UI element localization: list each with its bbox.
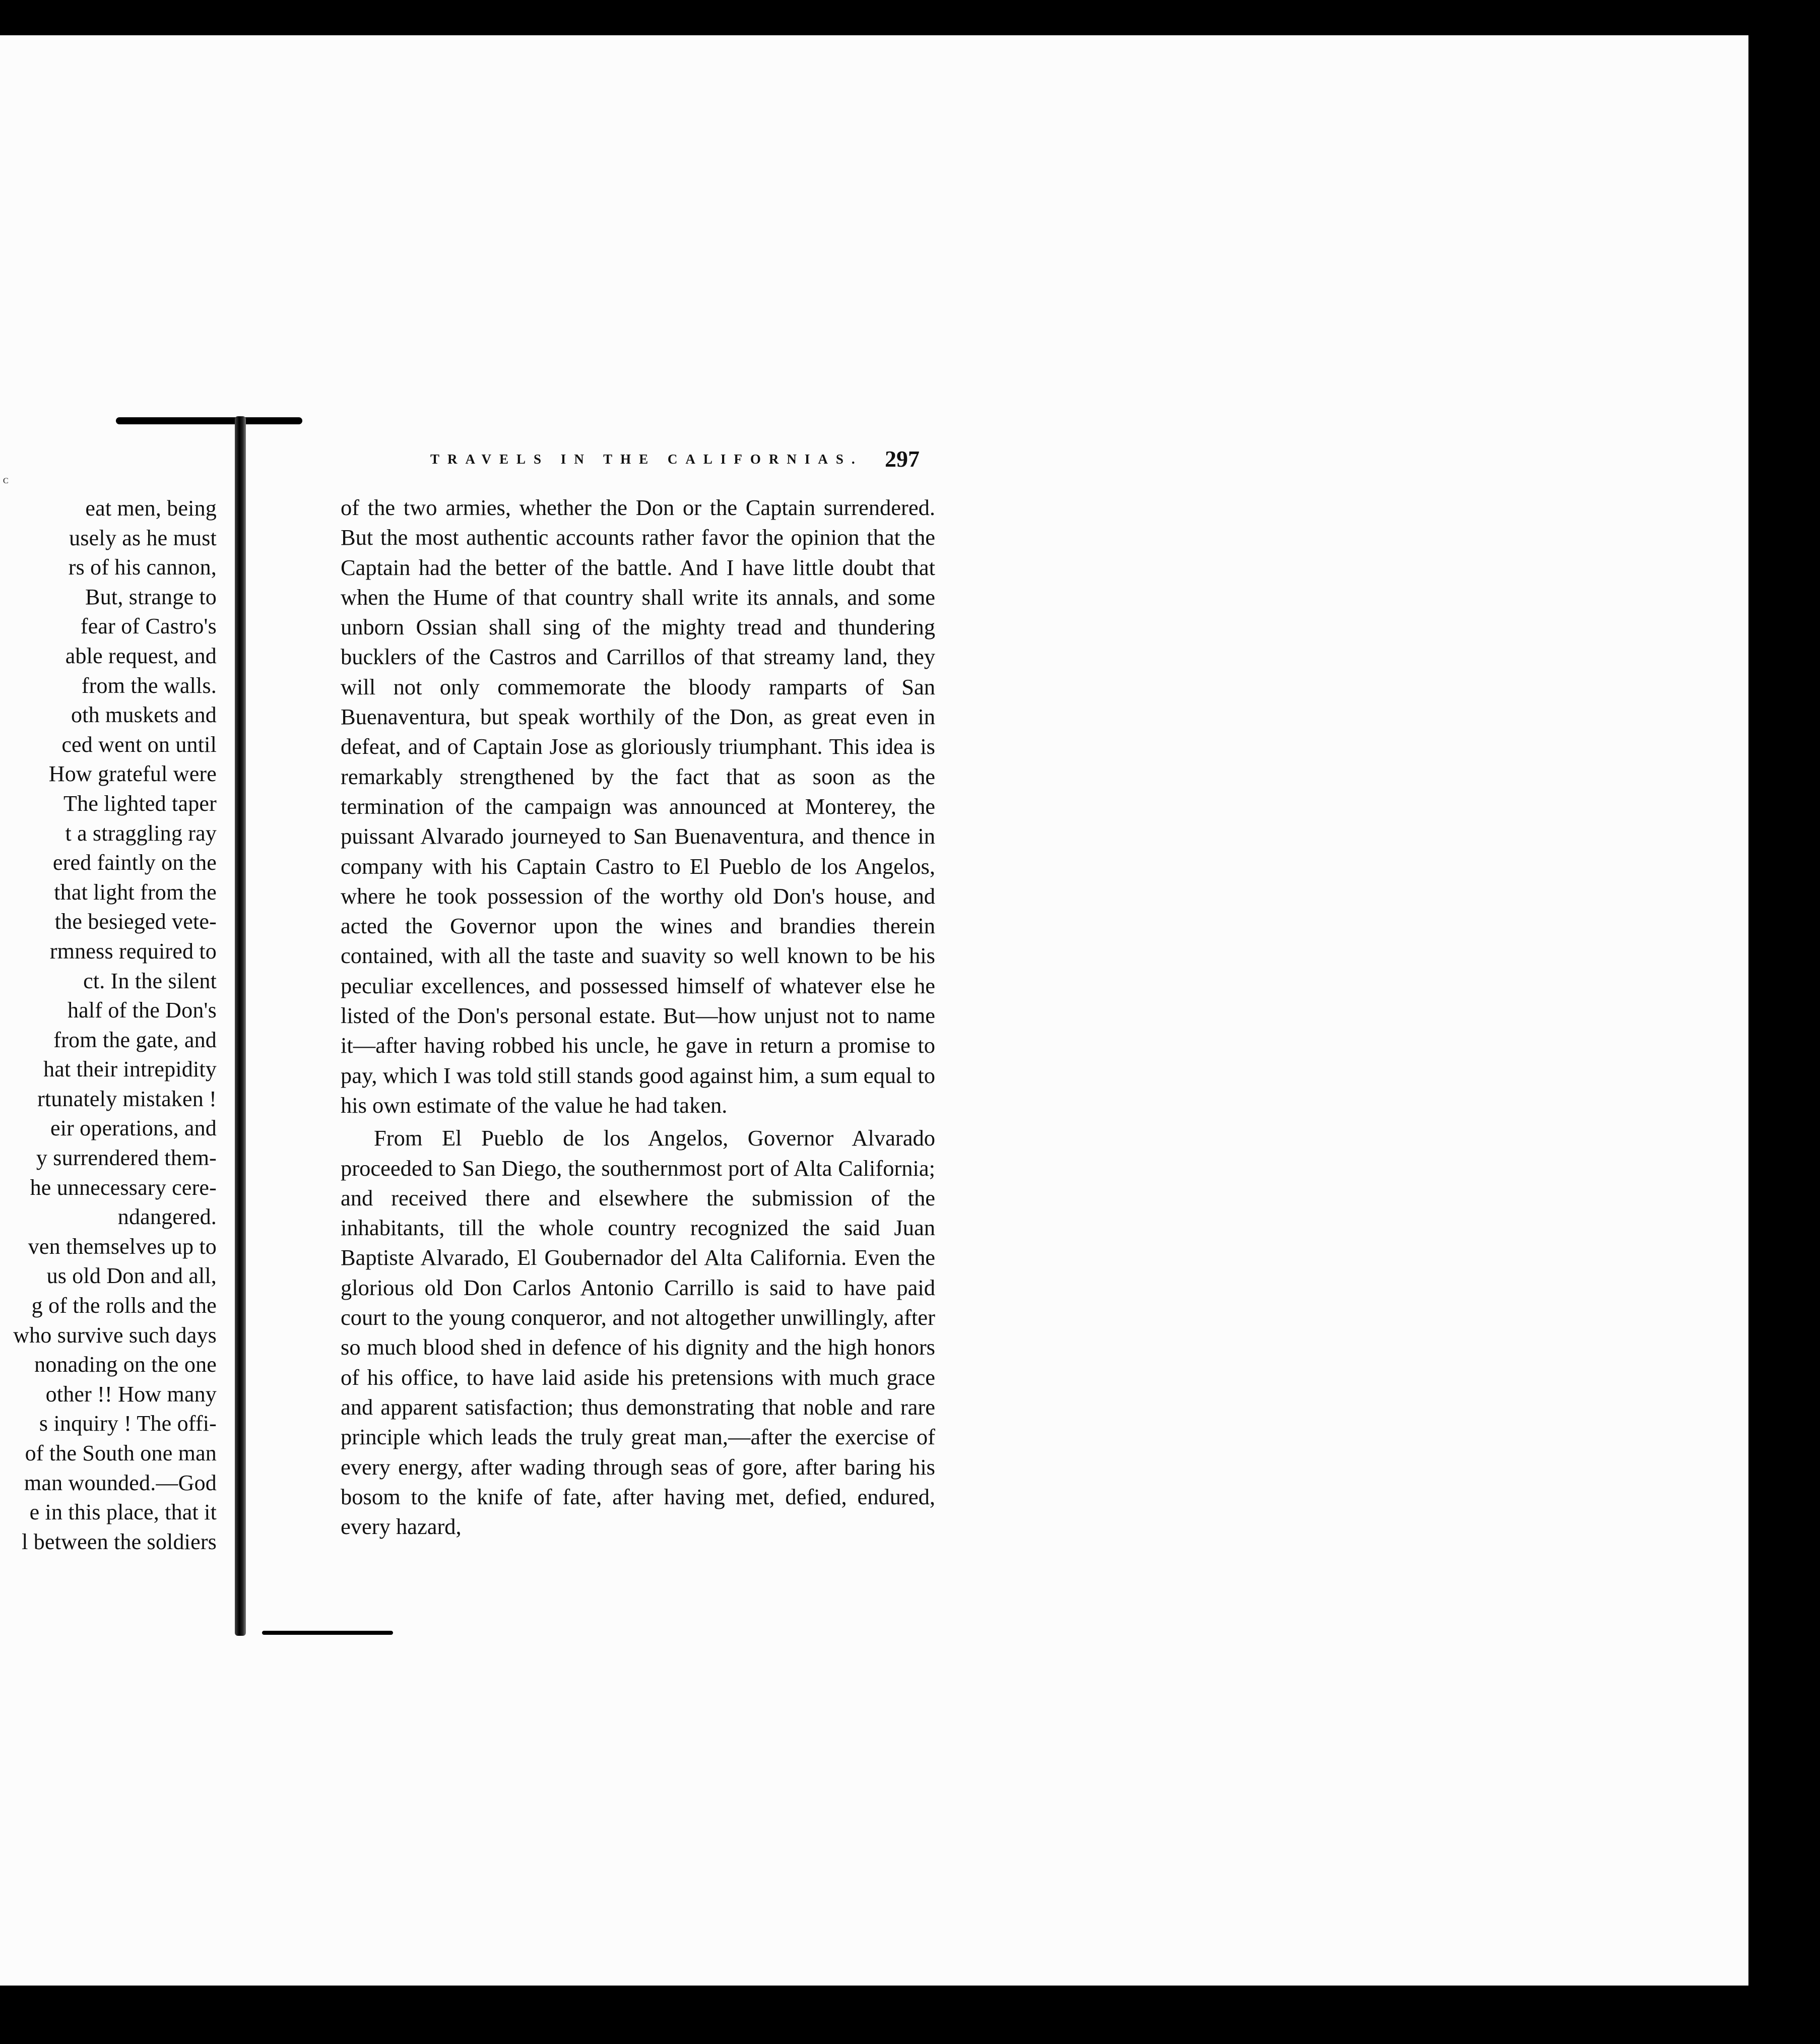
paragraph: of the two armies, whether the Don or the Captain surrendered. But the most authentic accounts rather favor the opinion that the Captain had the better of the battle. And I have little doubt that when the Hume of that country shall write its annals, and some unborn Ossian shall sing of the mighty tread and thundering bucklers of the Castros and Carrillos of that streamy land, they will not only commemorate the bloody ramparts of San Buenaventura, but speak worthily of the Don, as great even in defeat, and of Captain Jose as gloriously triumphant. This idea is remarkably strengthened by the fact that as soon as the termination of the campaign was announced at Monterey, the puissant Alvarado journeyed to San Buenaventura, and thence in company with his Captain Castro to El Pueblo de los Angelos, where he took possession of the worthy old Don's house, and acted the Governor upon the wines and brandies therein contained, with all the taste and suavity so well known to be his peculiar excellences, and possessed himself of whatever else he listed of the Don's personal estate. But—how unjust not to name it—after having robbed his uncle, he gave in return a promise to pay, which I was told still stands good against him, a sum equal to his own estimate of the value he had taken. [341,495,935,1118]
running-head: TRAVELS IN THE CALIFORNIAS. [430,452,863,467]
left-page-line: from the gate, and [53,1027,217,1052]
left-page-heading-fragment: C [3,477,9,485]
scan-border-right [1748,35,1820,1986]
book-gutter [235,416,246,1636]
left-page-line: half of the Don's [67,998,217,1023]
left-page-line: rs of his cannon, [68,555,217,580]
left-page-line: ven themselves up to [28,1234,217,1259]
left-page-line: nonading on the one [34,1352,217,1377]
left-page-line: ndangered. [117,1204,217,1230]
left-page-line: s inquiry ! The offi- [39,1411,217,1436]
left-page-line: rmness required to [49,938,217,964]
left-page-text [0,428,217,1557]
left-page-line: able request, and [65,643,217,668]
left-page [0,428,237,1623]
left-page-line: e in this place, that it [29,1500,217,1525]
left-page-line: y surrendered them- [36,1145,217,1171]
left-page-line: g of the rolls and the [31,1293,217,1318]
gutter-bottom [262,1631,393,1635]
left-page-line: rtunately mistaken ! [37,1086,217,1111]
left-page-line: from the walls. [81,673,217,698]
left-page-line: that light from the [54,879,217,905]
body-text [341,493,935,1542]
left-page-line: t a straggling ray [65,820,217,846]
left-page-line: ced went on until [61,732,217,757]
left-page-line: l between the soldiers [22,1529,217,1554]
left-page-line: man wounded.—God [24,1470,217,1495]
left-page-line: eat men, being [85,496,217,521]
left-page-line: ct. In the silent [83,968,217,993]
left-page-line: the besieged vete- [54,909,217,934]
left-page-line: us old Don and all, [46,1263,217,1289]
left-page-line: How grateful were [48,761,217,787]
left-page-line: ered faintly on the [52,850,217,875]
left-page-line: oth muskets and [71,702,217,728]
left-page-line: hat their intrepidity [43,1057,217,1082]
page-number: 297 [885,446,920,472]
left-page-line: The lighted taper [63,791,217,816]
left-page-line: eir operations, and [50,1116,217,1141]
left-page-line: But, strange to [85,584,217,609]
left-page-line: fear of Castro's [80,614,217,639]
left-page-line: other !! How many [45,1381,217,1407]
left-page-line: usely as he must [69,525,217,550]
left-page-line: of the South one man [25,1441,217,1465]
left-page-line: who survive such days [13,1322,217,1348]
left-page-line: he unnecessary cere- [30,1175,217,1200]
gutter-top [116,417,302,424]
paragraph: From El Pueblo de los Angelos, Governor Alvarado proceeded to San Diego, the southernmost port of Alta California; and received there and elsewhere the submission of the inhabitants, till the whole country recognized the said Juan Baptiste Alvarado, El Goubernador del Alta California. Even the glorious old Don Carlos Antonio Carrillo is said to have paid court to the young conqueror, and not altogether unwillingly, after so much blood shed in defence of his dignity and the high honors of his office, to have laid aside his pretensions with much grace and apparent satisfaction; thus demonstrating that noble and rare principle which leads the truly great man,—after the exercise of every energy, after wading through seas of gore, after baring his bosom to the knife of fate, after having met, defied, endured, every hazard, [341,1125,935,1540]
